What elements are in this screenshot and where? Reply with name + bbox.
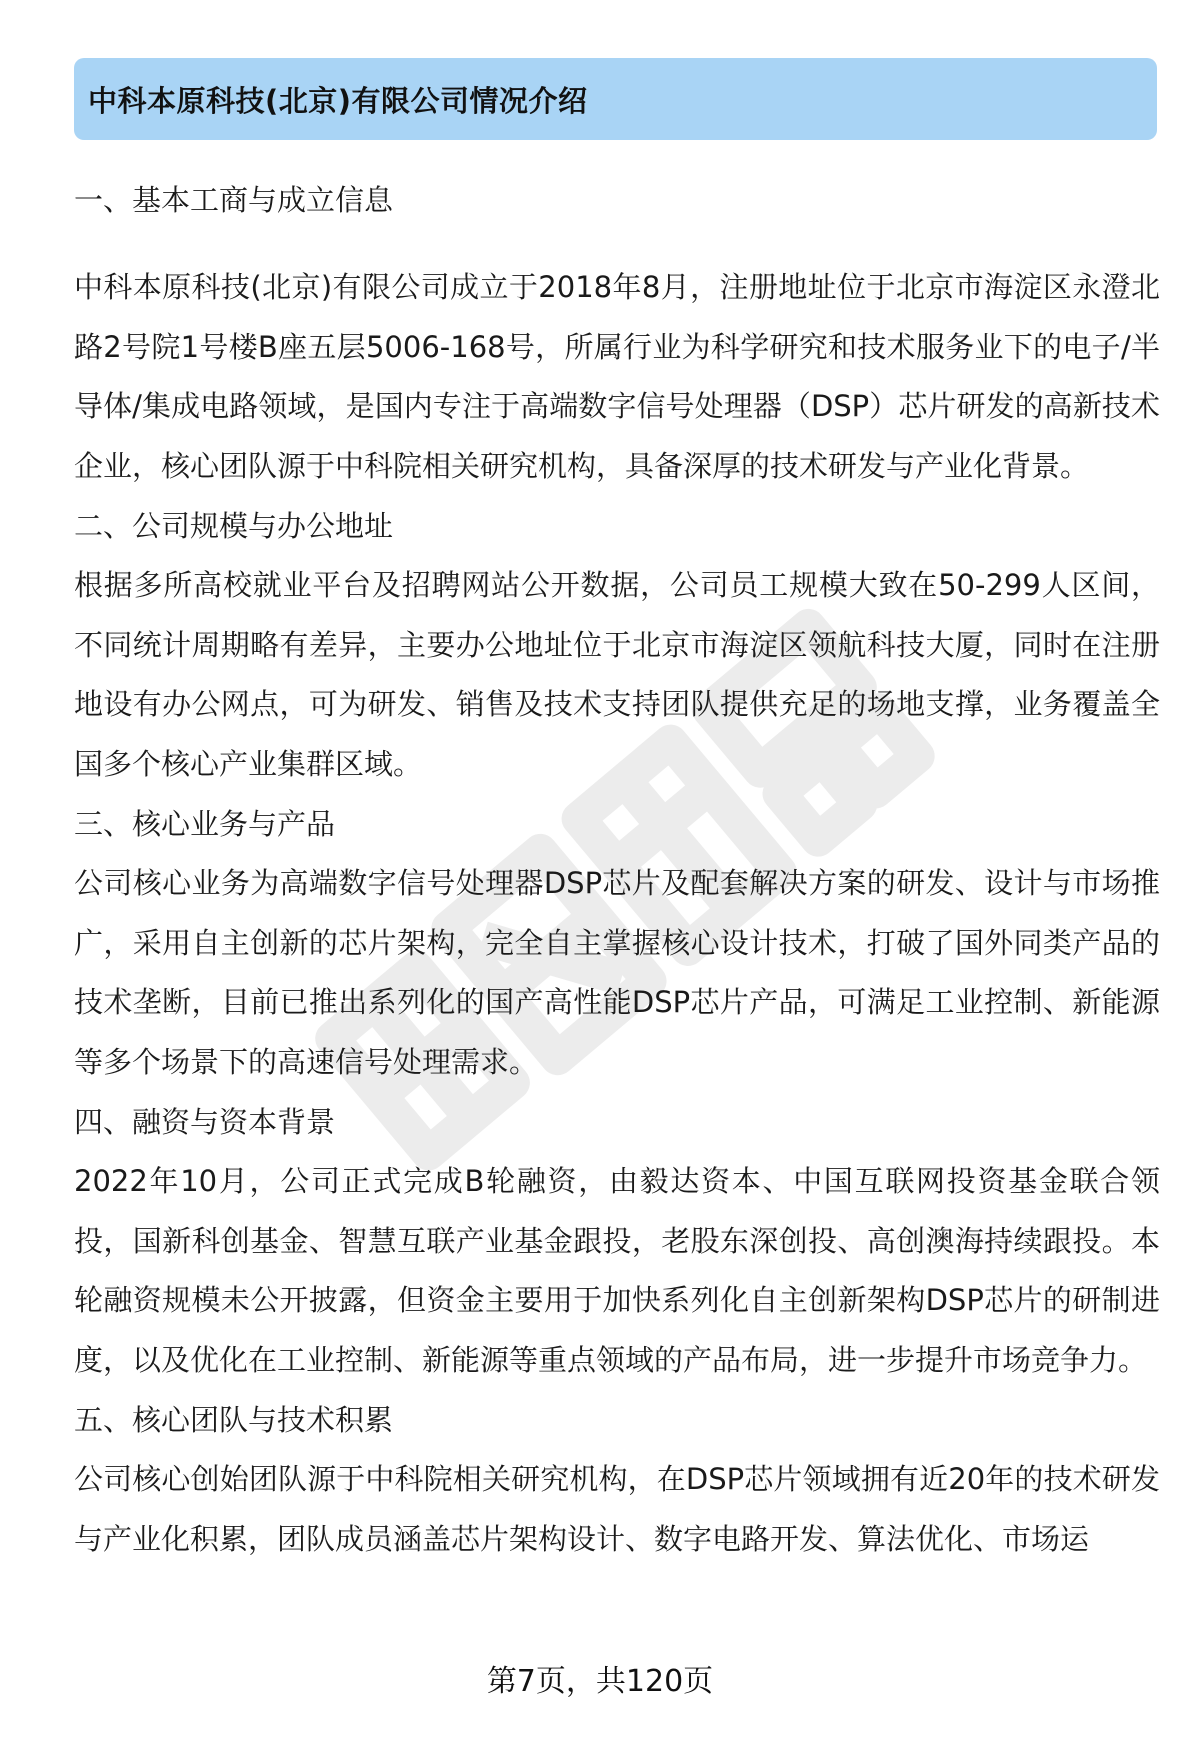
section-heading: 一、基本工商与成立信息 (74, 183, 394, 217)
section-paragraph: 根据多所高校就业平台及招聘网站公开数据，公司员工规模大致在50-299人区间，不同统计周期略有差异，主要办公地址位于北京市海淀区领航科技大厦，同时在注册地设有办公网点，可为研发、销售及技术支持团队提供充足的场地支撑，业务覆盖全国多个核心产业集群区域。 (74, 568, 1160, 781)
section-paragraph: 中科本原科技(北京)有限公司成立于2018年8月，注册地址位于北京市海淀区永澄北路2号院1号楼B座五层5006-168号，所属行业为科学研究和技术服务业下的电子/半导体/集成电路领域，是国内专注于高端数字信号处理器（DSP）芯片研发的高新技术企业，核心团队源于中科院相关研究机构，具备深厚的技术研发与产业化背景。 (74, 270, 1160, 483)
section-heading: 四、融资与资本背景 (74, 1105, 336, 1139)
section-paragraph: 2022年10月，公司正式完成B轮融资，由毅达资本、中国互联网投资基金联合领投，国新科创基金、智慧互联产业基金跟投，老股东深创投、高创澳海持续跟投。本轮融资规模未公开披露，但资金主要用于加快系列化自主创新架构DSP芯片的研制进度，以及优化在工业控制、新能源等重点领域的产品布局，进一步提升市场竞争力。 (74, 1164, 1160, 1377)
section-heading: 三、核心业务与产品 (74, 807, 336, 841)
title-bar (74, 58, 1157, 140)
document-title: 中科本原科技(北京)有限公司情况介绍 (88, 83, 588, 118)
section-paragraph: 公司核心创始团队源于中科院相关研究机构，在DSP芯片领域拥有近20年的技术研发与产业化积累，团队成员涵盖芯片架构设计、数字电路开发、算法优化、市场运 (74, 1462, 1160, 1556)
section-paragraph: 公司核心业务为高端数字信号处理器DSP芯片及配套解决方案的研发、设计与市场推广，采用自主创新的芯片架构，完全自主掌握核心设计技术，打破了国外同类产品的技术垄断，目前已推出系列化的国产高性能DSP芯片产品，可满足工业控制、新能源等多个场景下的高速信号处理需求。 (74, 866, 1160, 1079)
document-body (74, 170, 1160, 1569)
page-number-footer: 第7页，共120页 (0, 1660, 1200, 1704)
section-heading: 五、核心团队与技术积累 (74, 1403, 394, 1437)
section-heading: 二、公司规模与办公地址 (74, 509, 394, 543)
